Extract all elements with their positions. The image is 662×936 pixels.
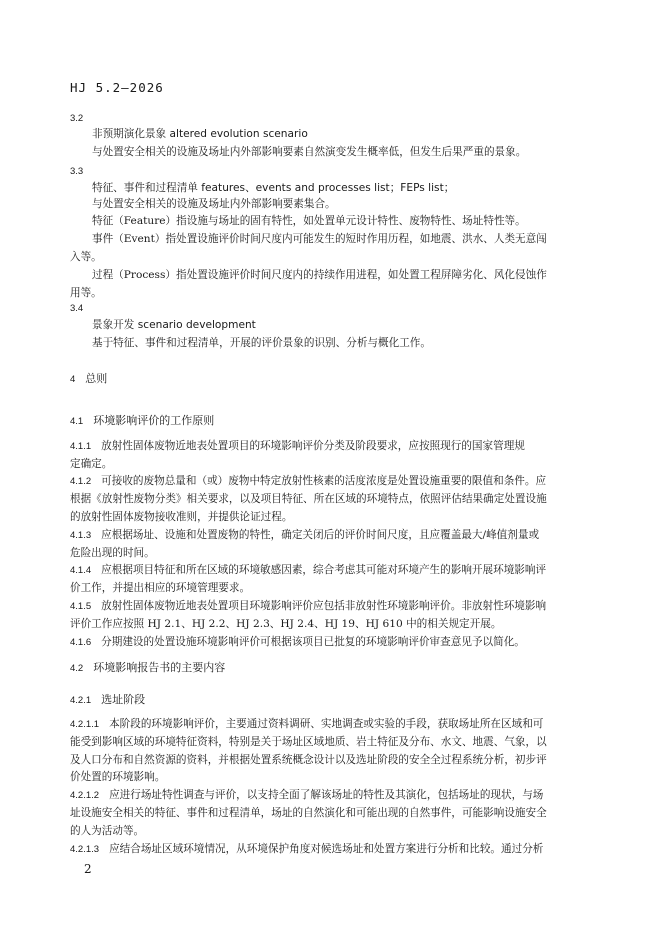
term-definition: 基于特征、事件和过程清单，开展的评价景象的识别、分析与概化工作。 xyxy=(92,337,431,349)
clause-number: 4.1.4 xyxy=(70,565,92,576)
clause-number: 3.3 xyxy=(70,166,84,177)
subsection-title: 选址阶段 xyxy=(101,693,146,706)
section-heading xyxy=(70,414,594,429)
term-title: 景象开发 scenario development xyxy=(92,319,256,331)
term-note-cont: 用等。 xyxy=(70,287,102,299)
clause-line: 及人口分布和自然资源的资料，并根据处置系统概念设计以及选址阶段的安全全过程系统分析，初步评 xyxy=(70,754,547,766)
section-number: 4.1 xyxy=(70,416,84,427)
clause-line: 4.2.1.3 应结合场址区域环境情况，从环境保护角度对候选场址和处置方案进行分析和比较。通过分析 xyxy=(70,843,544,855)
clause-number: 4.1.3 xyxy=(70,530,92,541)
clause-number: 4.1.6 xyxy=(70,637,92,648)
page-number: 2 xyxy=(84,862,92,876)
clause-line: 4.1.4 应根据项目特征和所在区域的环境敏感因素，综合考虑其可能对环境产生的影响开展环境影响评 xyxy=(70,564,547,576)
clause-line: 的放射性固体废物接收准则，并提供论证过程。 xyxy=(70,511,293,523)
clause-line: 4.1.6 分期建设的处置设施环境影响评价可根据该项目已批复的环境影响评价审查意见予以简化。 xyxy=(70,636,525,648)
clause-number: 4.1.5 xyxy=(70,601,92,612)
clause-line: 4.1.3 应根据场址、设施和处置废物的特性，确定关闭后的评价时间尺度，且应覆盖最大/峰值剂量或 xyxy=(70,529,540,541)
standard-header: HJ 5.2—2026 xyxy=(70,80,164,95)
term-title: 特征、事件和过程清单 features、events and processes list；FEPs list； xyxy=(92,182,455,194)
clause-line: 能受到影响区域的环境特征资料，特别是关于场址区域地质、岩土特征及分布、水文、地震、气象，以 xyxy=(70,736,547,748)
clause-number: 4.2.1.2 xyxy=(70,790,100,801)
clause-number: 4.2.1.1 xyxy=(70,719,100,730)
clause-line: 4.2.1.1 本阶段的环境影响评价，主要通过资料调研、实地调查或实验的手段，获取场址所在区域和可 xyxy=(70,718,544,730)
clause-line: 危险出现的时间。 xyxy=(70,547,155,559)
clause-line: 价工作，并提出相应的环境管理要求。 xyxy=(70,582,251,594)
term-definition: 与处置安全相关的设施及场址内外部影响要素集合。 xyxy=(92,198,336,210)
term-note-cont: 入等。 xyxy=(70,251,102,263)
term-note: 特征（Feature）指设施与场址的固有特性，如处置单元设计特性、废物特性、场址特性等。 xyxy=(92,215,526,227)
section-title: 环境影响报告书的主要内容 xyxy=(93,661,226,674)
clause-line: 评价工作应按照 HJ 2.1、HJ 2.2、HJ 2.3、HJ 2.4、HJ 19、HJ 610 中的相关规定开展。 xyxy=(70,618,502,630)
term-title: 非预期演化景象 altered evolution scenario xyxy=(92,128,308,140)
chapter-heading xyxy=(70,372,594,387)
clause-line: 价处置的环境影响。 xyxy=(70,771,166,783)
clause-number: 3.4 xyxy=(70,303,84,314)
clause-number: 4.2.1.3 xyxy=(70,844,100,855)
subsection-heading xyxy=(70,693,594,708)
clause-number: 3.2 xyxy=(70,113,84,124)
clause-line: 4.2.1.2 应进行场址特性调查与评价，以支持全面了解该场址的特性及其演化，包括场址的现状，与场 xyxy=(70,789,544,801)
clause-line: 定确定。 xyxy=(70,458,113,470)
term-definition: 与处置安全相关的设施及场址内外部影响要素自然演变发生概率低，但发生后果严重的景象。 xyxy=(92,146,527,158)
clause-line: 4.1.5 放射性固体废物近地表处置项目环境影响评价应包括非放射性环境影响评价。非放射性环境影响 xyxy=(70,600,547,612)
clause-line: 4.1.2 可接收的废物总量和（或）废物中特定放射性核素的活度浓度是处置设施重要的限值和条件。应 xyxy=(70,475,547,487)
clause-line: 址设施安全相关的特征、事件和过程清单，场址的自然演化和可能出现的自然事件，可能影响设施安全 xyxy=(70,807,547,819)
section-title: 环境影响评价的工作原则 xyxy=(93,414,215,427)
term-note: 过程（Process）指处置设施评价时间尺度内的持续作用进程，如处置工程屏障劣化、风化侵蚀作 xyxy=(92,269,547,281)
term-note: 事件（Event）指处置设施评价时间尺度内可能发生的短时作用历程，如地震、洪水、人类无意闯 xyxy=(92,233,547,245)
subsection-number: 4.2.1 xyxy=(70,695,92,706)
clause-line: 的人为活动等。 xyxy=(70,825,145,837)
clause-number: 4.1.2 xyxy=(70,476,92,487)
section-number: 4.2 xyxy=(70,663,84,674)
clause-line: 根据《放射性废物分类》相关要求，以及项目特征、所在区域的环境特点，依照评估结果确定处置设施 xyxy=(70,493,547,505)
chapter-title: 总则 xyxy=(85,372,108,385)
chapter-number: 4 xyxy=(70,374,76,385)
clause-line: 4.1.1 放射性固体废物近地表处置项目的环境影响评价分类及阶段要求，应按照现行的国家管理规 xyxy=(70,440,525,452)
clause-number: 4.1.1 xyxy=(70,441,92,452)
section-heading xyxy=(70,661,594,676)
